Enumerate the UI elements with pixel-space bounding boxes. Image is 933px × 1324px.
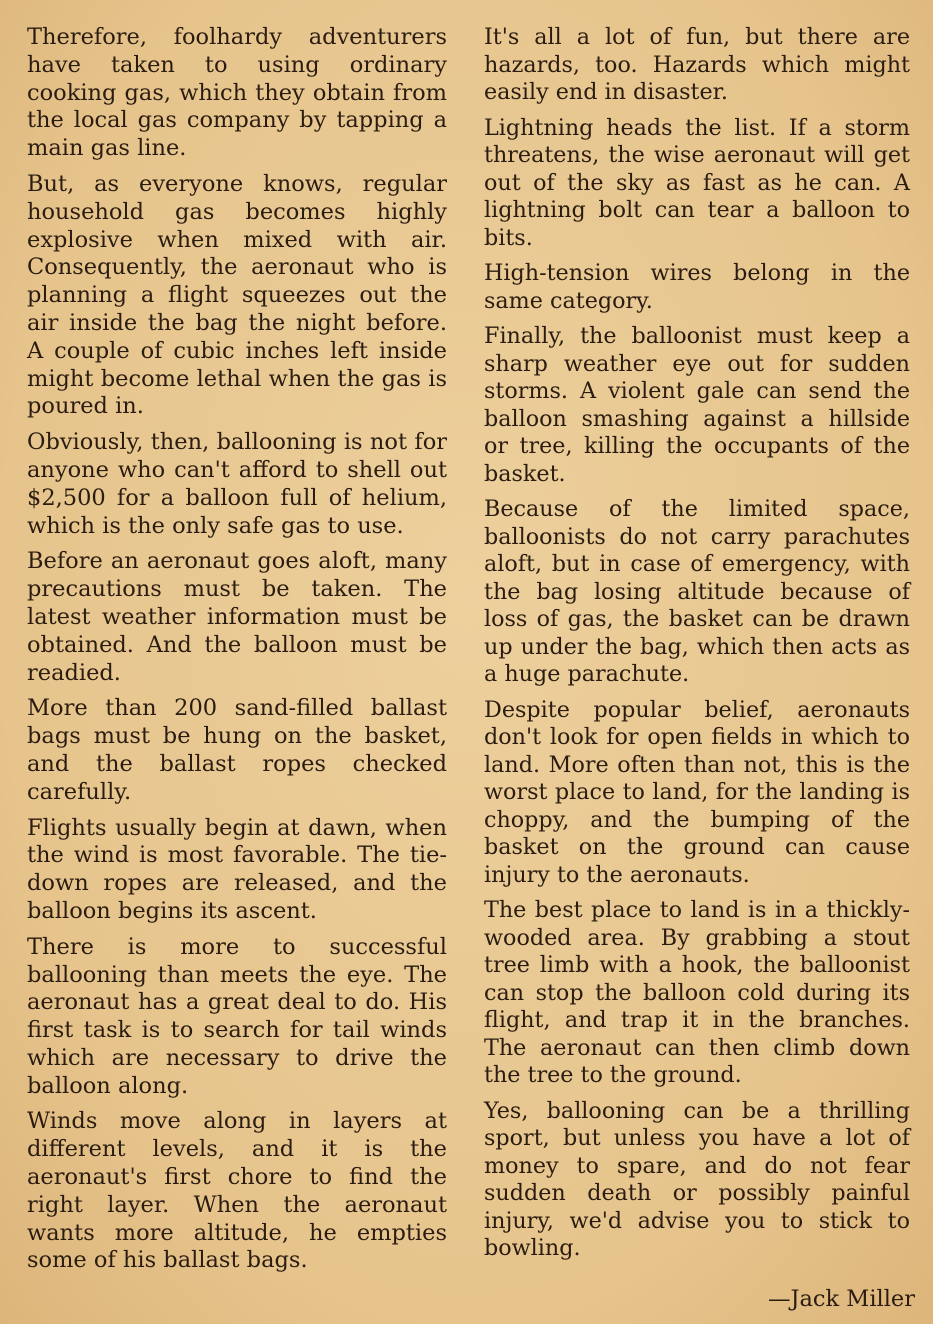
paragraph: Lightning heads the list. If a storm threatens, the wise aeronaut will get out of the sky as fast as he can. A lightning bolt can tear a balloon to bits. [484, 114, 910, 251]
paragraph: More than 200 sand-filled ballast bags must be hung on the basket, and the ballast ropes checked carefully. [27, 695, 447, 805]
paragraph: Yes, ballooning can be a thrilling sport, but unless you have a lot of money to spare, and do not fear sudden death or possibly painful injury, we'd advise you to stick to bowling. [484, 1097, 910, 1261]
paragraph: It's all a lot of fun, but there are hazards, too. Hazards which might easily end in disaster. [484, 24, 910, 105]
paragraph: Winds move along in layers at different levels, and it is the aeronaut's first chore to find the right layer. When the aeronaut wants more altitude, he empties some of his ballast bags. [27, 1108, 447, 1274]
paragraph: Because of the limited space, balloonists do not carry parachutes aloft, but in case of emergency, with the bag losing altitude because of loss of gas, the basket can be drawn up under the bag, which then acts as a huge parachute. [484, 496, 910, 687]
paragraph: The best place to land is in a thickly-wooded area. By grabbing a stout tree limb with a hook, the balloonist can stop the balloon cold during its flight, and trap it in the branches. The aeronaut can then climb down the tree to the ground. [484, 897, 910, 1088]
paragraph: Obviously, then, ballooning is not for anyone who can't afford to shell out $2,500 for a balloon full of helium, which is the only safe gas to use. [27, 429, 447, 539]
author-byline: —Jack Miller [767, 1286, 915, 1312]
paragraph: Therefore, foolhardy adventurers have taken to using ordinary cooking gas, which they obtain from the local gas company by tapping a main gas line. [27, 24, 447, 162]
paragraph: There is more to successful ballooning than meets the eye. The aeronaut has a great deal to do. His first task is to search for tail winds which are necessary to drive the balloon along. [27, 933, 447, 1099]
paragraph: But, as everyone knows, regular household gas becomes highly explosive when mixed with air. Consequently, the aeronaut who is planning a flight squeezes out the air inside the bag the night before. A couple of cubic inches left inside might become lethal when the gas is poured in. [27, 170, 447, 420]
left-column [27, 24, 447, 1283]
paragraph: Despite popular belief, aeronauts don't look for open fields in which to land. More often than not, this is the worst place to land, for the landing is choppy, and the bumping of the basket on the ground can cause injury to the aeronauts. [484, 696, 910, 888]
paragraph: Flights usually begin at dawn, when the wind is most favorable. The tie-down ropes are released, and the balloon begins its ascent. [27, 814, 447, 924]
paragraph: High-tension wires belong in the same category. [484, 260, 910, 314]
paragraph: Before an aeronaut goes aloft, many precautions must be taken. The latest weather information must be obtained. And the balloon must be readied. [27, 548, 447, 686]
right-column [484, 24, 910, 1271]
paragraph: Finally, the balloonist must keep a sharp weather eye out for sudden storms. A violent gale can send the balloon smashing against a hillside or tree, killing the occupants of the basket. [484, 323, 910, 487]
